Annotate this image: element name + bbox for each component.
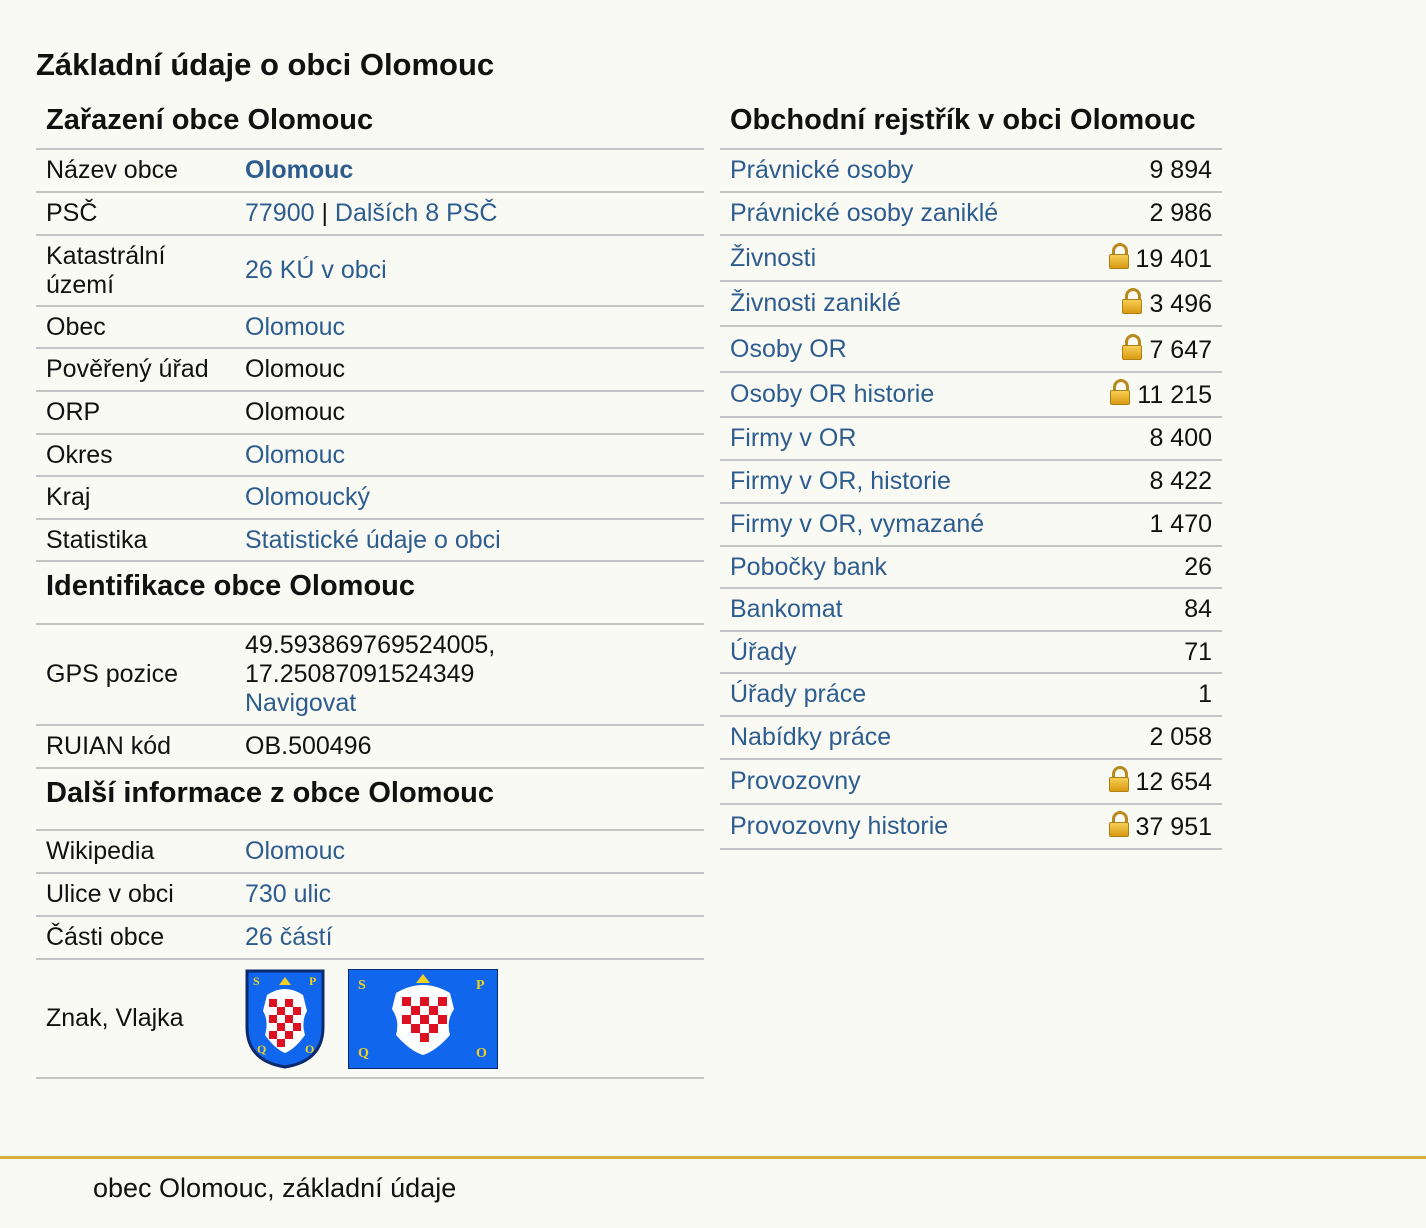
wikipedia-link[interactable]: Olomouc — [245, 837, 346, 865]
lock-icon — [1110, 379, 1130, 405]
flag-letter-s: S — [357, 977, 366, 993]
rejstrik-count: 8 400 — [1149, 424, 1212, 452]
rejstrik-count: 37 951 — [1135, 813, 1212, 841]
emblem-letter-s: S — [253, 973, 260, 988]
lock-icon — [1122, 334, 1142, 360]
rejstrik-count: 3 496 — [1149, 290, 1212, 318]
table-row — [36, 150, 704, 192]
flag-letter-q: Q — [357, 1045, 369, 1061]
rejstrik-link[interactable]: Firmy v OR, vymazané — [730, 510, 985, 538]
section-title-identifikace: Identifikace obce Olomouc — [36, 562, 704, 625]
row-label: Katastrální území — [36, 235, 235, 306]
row-label: Název obce — [36, 150, 235, 192]
rejstrik-count: 2 986 — [1149, 199, 1212, 227]
rejstrik-link[interactable]: Úřady — [730, 637, 797, 666]
okres-link[interactable]: Olomouc — [245, 440, 346, 469]
flag-letter-o: O — [475, 1045, 487, 1061]
rejstrik-count: 12 654 — [1135, 768, 1212, 796]
row-label: Části obce — [36, 916, 235, 959]
lock-icon — [1109, 243, 1129, 269]
table-row — [720, 716, 1222, 759]
rejstrik-table — [720, 150, 1222, 850]
table-row — [720, 631, 1222, 673]
psc-link[interactable]: 77900 — [245, 199, 315, 227]
lock-icon — [1122, 288, 1142, 314]
rejstrik-count: 11 215 — [1137, 381, 1212, 409]
table-row — [720, 281, 1222, 326]
pu-value: Olomouc — [235, 348, 704, 391]
rejstrik-count: 1 470 — [1149, 510, 1212, 538]
dalsi-table — [36, 831, 704, 1079]
flag-image[interactable] — [348, 969, 498, 1069]
table-row — [36, 434, 704, 476]
rejstrik-count: 26 — [1184, 552, 1212, 581]
row-label: ORP — [36, 391, 235, 434]
table-row — [36, 348, 704, 391]
row-label: Ulice v obci — [36, 873, 235, 916]
statistika-link[interactable]: Statistické údaje o obci — [245, 525, 501, 554]
rejstrik-link[interactable]: Firmy v OR, historie — [730, 467, 951, 495]
table-row — [36, 306, 704, 348]
table-row — [36, 725, 704, 768]
rejstrik-count: 9 894 — [1149, 156, 1212, 184]
rejstrik-link[interactable]: Osoby OR historie — [730, 380, 935, 408]
table-row — [720, 759, 1222, 804]
rejstrik-link[interactable]: Provozovny — [730, 767, 861, 795]
section-title-dalsi: Další informace z obce Olomouc — [36, 769, 704, 831]
table-row — [720, 546, 1222, 588]
psc-separator: | — [314, 199, 335, 227]
right-column — [720, 100, 1222, 850]
rejstrik-link[interactable]: Pobočky bank — [730, 552, 888, 581]
rejstrik-count: 7 647 — [1149, 335, 1212, 364]
row-label: Statistika — [36, 519, 235, 561]
table-row — [36, 625, 704, 725]
lock-icon — [1109, 766, 1129, 792]
table-row — [720, 150, 1222, 192]
table-row — [36, 235, 704, 306]
table-row — [720, 326, 1222, 372]
rejstrik-link[interactable]: Živnosti — [730, 243, 817, 272]
rejstrik-count: 84 — [1184, 595, 1212, 623]
coat-of-arms-image[interactable] — [245, 969, 325, 1069]
row-label: Wikipedia — [36, 831, 235, 873]
row-label: Pověřený úřad — [36, 348, 235, 391]
more-psc-link[interactable]: Dalších 8 PSČ — [334, 199, 498, 227]
row-label: PSČ — [36, 192, 235, 235]
rejstrik-count: 71 — [1184, 637, 1212, 666]
table-row — [36, 959, 704, 1078]
ulice-link[interactable]: 730 ulic — [245, 880, 332, 908]
rejstrik-link[interactable]: Živnosti zaniklé — [730, 289, 901, 317]
table-row — [720, 417, 1222, 460]
table-row — [720, 192, 1222, 235]
table-row — [36, 391, 704, 434]
page-title: Základní údaje o obci Olomouc — [36, 47, 495, 82]
casti-link[interactable]: 26 částí — [245, 923, 333, 951]
orp-value: Olomouc — [235, 391, 704, 434]
row-label: Znak, Vlajka — [36, 959, 235, 1078]
kraj-link[interactable]: Olomoucký — [245, 483, 371, 511]
rejstrik-count: 1 — [1198, 680, 1212, 708]
footer-divider — [0, 1156, 1426, 1159]
row-label: GPS pozice — [36, 625, 235, 725]
rejstrik-count: 19 401 — [1135, 244, 1212, 273]
rejstrik-link[interactable]: Provozovny historie — [730, 812, 949, 840]
table-row — [36, 831, 704, 873]
rejstrik-link[interactable]: Právnické osoby zaniklé — [730, 199, 999, 227]
table-row — [36, 916, 704, 959]
section-title-zarazeni: Zařazení obce Olomouc — [36, 100, 704, 150]
table-row — [36, 192, 704, 235]
rejstrik-link[interactable]: Osoby OR — [730, 334, 847, 363]
row-label: Okres — [36, 434, 235, 476]
table-row — [720, 673, 1222, 716]
row-label: RUIAN kód — [36, 725, 235, 768]
rejstrik-link[interactable]: Firmy v OR — [730, 424, 857, 452]
emblem-letter-o: O — [305, 1041, 315, 1056]
identifikace-table — [36, 625, 704, 769]
table-row — [720, 372, 1222, 417]
table-row — [720, 503, 1222, 546]
table-row — [36, 519, 704, 561]
rejstrik-link[interactable]: Nabídky práce — [730, 723, 892, 751]
table-row — [720, 804, 1222, 849]
obec-name-link[interactable]: Olomouc — [245, 156, 354, 184]
table-row — [36, 476, 704, 519]
row-label: Obec — [36, 306, 235, 348]
table-row — [720, 588, 1222, 631]
zarazeni-table — [36, 150, 704, 562]
gps-latitude: 49.593869769524005, — [245, 631, 496, 659]
ruian-value: OB.500496 — [235, 725, 704, 768]
rejstrik-count: 8 422 — [1149, 467, 1212, 495]
rejstrik-link[interactable]: Právnické osoby — [730, 156, 914, 184]
footer-text: obec Olomouc, základní údaje — [93, 1173, 457, 1203]
emblem-letter-p: P — [309, 973, 317, 988]
section-title-rejstrik: Obchodní rejstřík v obci Olomouc — [720, 100, 1222, 150]
table-row — [36, 873, 704, 916]
table-row — [720, 235, 1222, 281]
ku-link[interactable]: 26 KÚ v obci — [245, 256, 387, 284]
rejstrik-link[interactable]: Bankomat — [730, 595, 843, 623]
left-column — [36, 100, 704, 1079]
lock-icon — [1109, 811, 1129, 837]
rejstrik-count: 2 058 — [1149, 723, 1212, 751]
row-label: Kraj — [36, 476, 235, 519]
table-row — [720, 460, 1222, 503]
rejstrik-link[interactable]: Úřady práce — [730, 680, 867, 708]
gps-longitude: 17.25087091524349 — [245, 660, 475, 688]
emblem-letter-q: Q — [257, 1041, 267, 1056]
flag-letter-p: P — [475, 977, 485, 993]
obec-link[interactable]: Olomouc — [245, 312, 346, 341]
navigate-link[interactable]: Navigovat — [245, 689, 357, 717]
